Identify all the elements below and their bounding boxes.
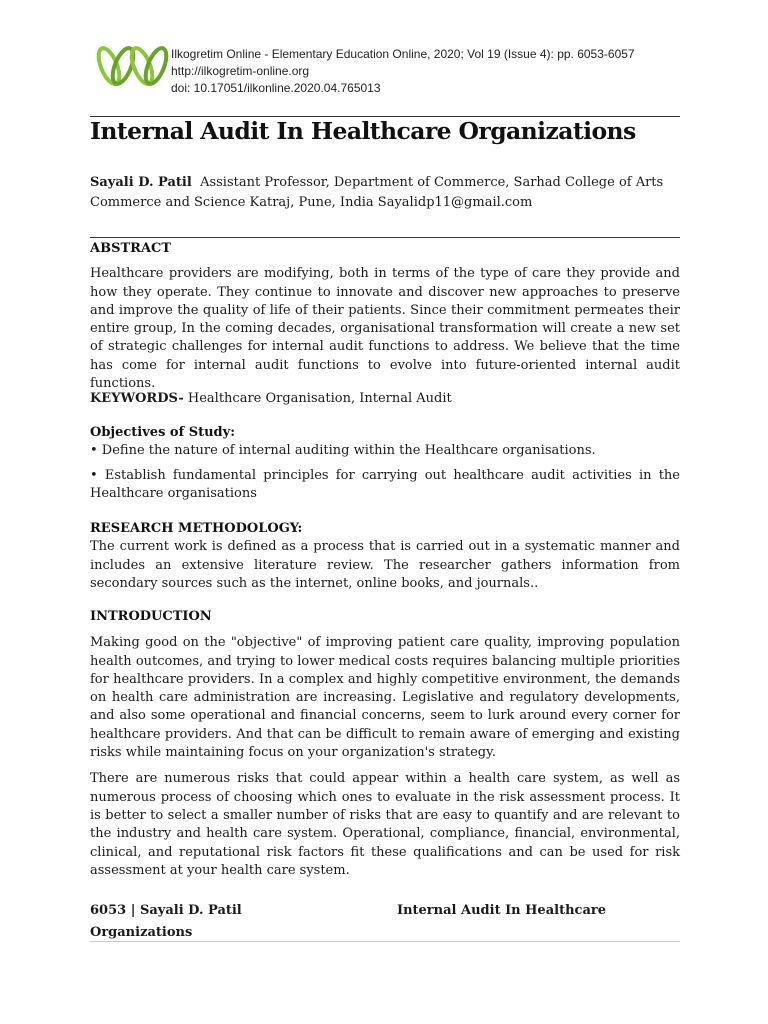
journal-doi: doi: 10.17051/ilkonline.2020.04.765013 <box>171 81 381 95</box>
introduction-paragraph: Making good on the "objective" of improving patient care quality, improving population health outcomes, and trying to lower medical costs requires balancing multiple priorities for healthcare providers. In a complex and highly competitive environment, the demands on health care administration are increasing. Legislative and regulatory developments, and also some operational and financial concerns, seem to lurk around every corner for healthcare providers. And that can be difficult to remain aware of emerging and existing risks while maintaining focus on your organization's strategy. <box>90 635 680 761</box>
objectives-section <box>90 424 680 503</box>
author-block <box>90 173 680 213</box>
keywords-text: Healthcare Organisation, Internal Audit <box>183 391 452 406</box>
journal-info <box>171 46 635 97</box>
author-affiliation: Assistant Professor, Department of Commerce, Sarhad College of Arts Commerce and Science Katraj, Pune, India Sayalidp11@gmail.com <box>90 175 664 210</box>
methodology-text: The current work is defined as a process that is carried out in a systematic manner and includes an extensive literature review. The researcher gathers information from secondary sources such as the internet, online books, and journals.. <box>90 539 680 591</box>
author-name: Sayali D. Patil <box>90 175 192 190</box>
methodology-section <box>90 520 680 593</box>
abstract-section <box>90 240 680 393</box>
journal-logo-icon <box>95 42 170 90</box>
journal-header <box>90 40 680 100</box>
keywords-line <box>90 390 680 408</box>
objective-item: • Establish fundamental principles for carrying out healthcare audit activities in the Healthcare organisations <box>90 467 680 501</box>
objective-item: • Define the nature of internal auditing within the Healthcare organisations. <box>90 443 596 459</box>
keywords-label: KEYWORDS- <box>90 391 184 406</box>
introduction-heading: INTRODUCTION <box>90 609 212 624</box>
footer-page-author: 6053 | Sayali D. Patil <box>90 903 242 918</box>
journal-citation: Ilkogretim Online - Elementary Education Online, 2020; Vol 19 (Issue 4): pp. 6053-6057 <box>171 47 635 61</box>
introduction-paragraph: There are numerous risks that could appear within a health care system, as well as numerous process of choosing which ones to evaluate in the risk assessment process. It is better to select a smaller number of risks that are easy to quantify and are relevant to the industry and health care system. Operational, compliance, financial, environmental, clinical, and reputational risk factors fit these qualifications and can be used for risk assessment at your health care system. <box>90 771 680 878</box>
footer-running-title: Internal Audit In Healthcare <box>397 903 606 918</box>
introduction-section <box>90 608 680 880</box>
journal-url[interactable]: http://ilkogretim-online.org <box>171 64 310 78</box>
footer-divider <box>90 941 680 942</box>
paper-title: Internal Audit In Healthcare Organizations <box>90 117 636 145</box>
methodology-heading: RESEARCH METHODOLOGY: <box>90 521 303 536</box>
footer-running-title-cont: Organizations <box>90 925 193 940</box>
page-footer <box>90 900 680 944</box>
objectives-heading: Objectives of Study: <box>90 425 235 440</box>
abstract-heading: ABSTRACT <box>90 241 172 256</box>
abstract-divider <box>90 237 680 238</box>
abstract-text: Healthcare providers are modifying, both in terms of the type of care they provide and how they operate. They continue to innovate and discover new approaches to preserve and improve the quality of life of their patients. Since their commitment permeates their entire group, In the coming decades, organisational transformation will create a new set of strategic challenges for internal audit functions to address. We believe that the time has come for internal audit functions to evolve into future-oriented internal audit functions. <box>90 266 680 392</box>
